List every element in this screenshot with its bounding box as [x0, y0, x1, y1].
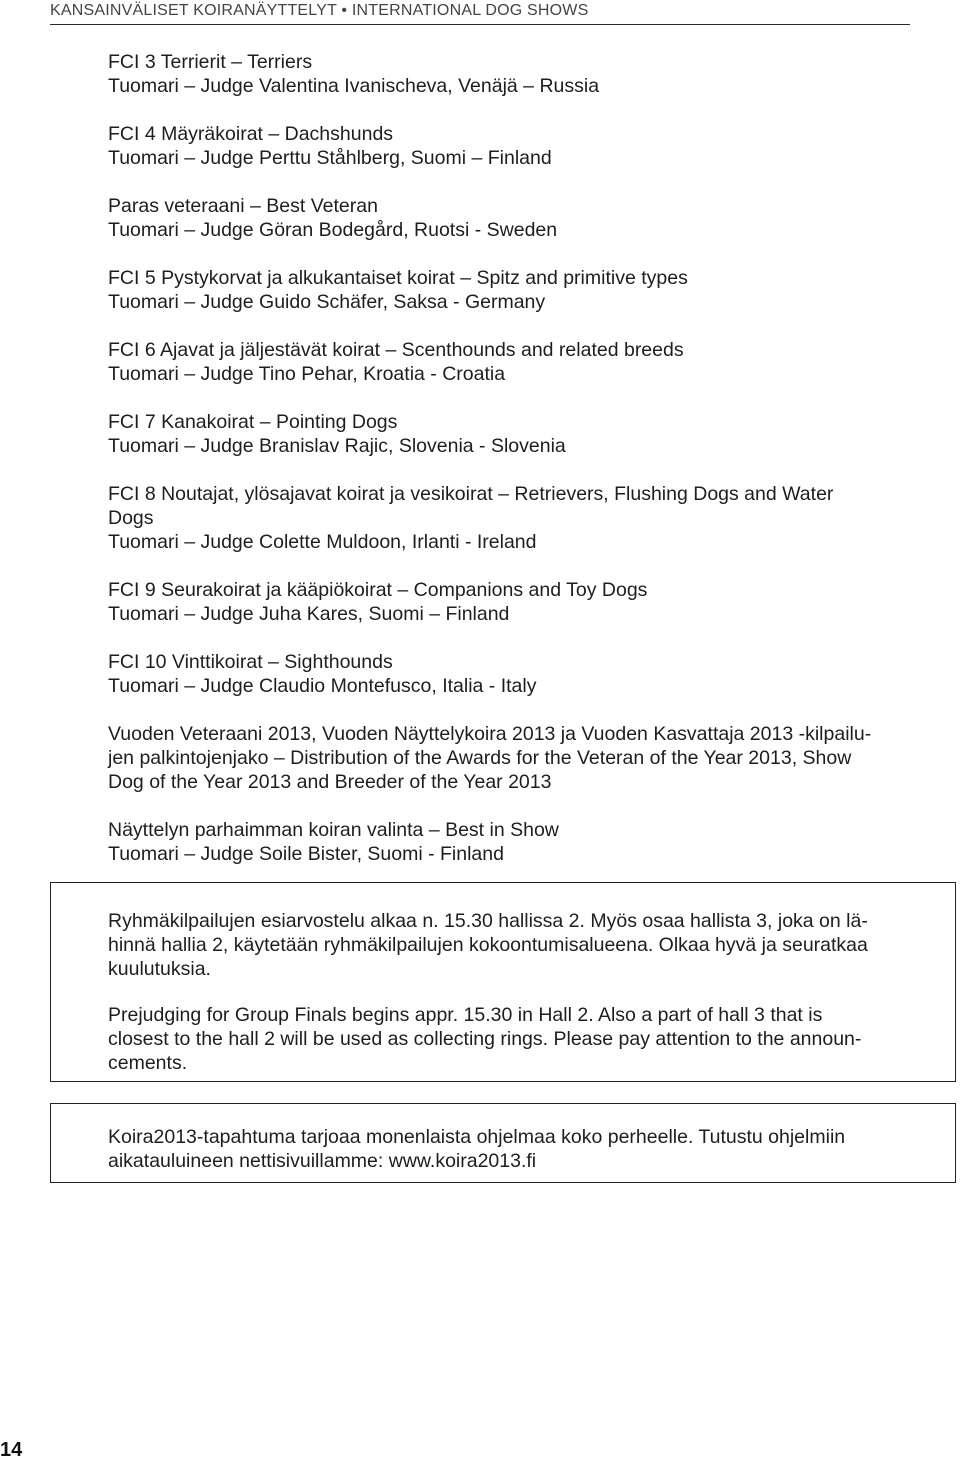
- info-line: Koira2013-tapahtuma tarjoaa monenlaista ohjelmaa koko perheelle. Tutustu ohjelmiin: [108, 1126, 846, 1148]
- group-title: FCI 4 Mäyräkoirat – Dachshunds: [108, 123, 394, 145]
- notice-english: [108, 1003, 951, 1075]
- awards-paragraph: [108, 722, 948, 794]
- group-title: Paras veteraani – Best Veteran: [108, 195, 378, 217]
- judge-line: Tuomari – Judge Branislav Rajic, Slovenia - Slovenia: [108, 435, 566, 457]
- schedule-entry-fci10: [108, 650, 948, 698]
- group-title: FCI 10 Vinttikoirat – Sighthounds: [108, 651, 393, 673]
- schedule-content: [108, 50, 948, 890]
- group-title: FCI 7 Kanakoirat – Pointing Dogs: [108, 411, 398, 433]
- judge-line: Tuomari – Judge Soile Bister, Suomi - Finland: [108, 843, 504, 865]
- event-info-text: [108, 1125, 953, 1173]
- group-title: FCI 9 Seurakoirat ja kääpiökoirat – Companions and Toy Dogs: [108, 579, 648, 601]
- schedule-entry-fci3: [108, 50, 948, 98]
- group-title: FCI 5 Pystykorvat ja alkukantaiset koirat – Spitz and primitive types: [108, 267, 688, 289]
- event-info-box: [50, 1103, 956, 1183]
- best-in-show-entry: [108, 818, 948, 866]
- notice-line: cements.: [108, 1052, 188, 1074]
- judge-line: Tuomari – Judge Juha Kares, Suomi – Finland: [108, 603, 510, 625]
- running-header: KANSAINVÄLISET KOIRANÄYTTELYT • INTERNATIONAL DOG SHOWS: [50, 0, 910, 25]
- notice-line: closest to the hall 2 will be used as collecting rings. Please pay attention to the announ-: [108, 1028, 862, 1050]
- schedule-entry-fci9: [108, 578, 948, 626]
- group-title: FCI 6 Ajavat ja jäljestävät koirat – Scenthounds and related breeds: [108, 339, 684, 361]
- notice-line: hinnä hallia 2, käytetään ryhmäkilpailujen kokoontumisalueena. Olkaa hyvä ja seuratkaa: [108, 934, 868, 956]
- schedule-entry-fci5: [108, 266, 948, 314]
- schedule-entry-best-veteran: [108, 194, 948, 242]
- page-number: 14: [0, 1439, 23, 1461]
- awards-line: Vuoden Veteraani 2013, Vuoden Näyttelykoira 2013 ja Vuoden Kasvattaja 2013 -kilpailu-: [108, 723, 872, 745]
- best-in-show-title: Näyttelyn parhaimman koiran valinta – Best in Show: [108, 819, 559, 841]
- notice-line: Prejudging for Group Finals begins appr. 15.30 in Hall 2. Also a part of hall 3 that is: [108, 1004, 823, 1026]
- info-line: aikatauluineen nettisivuillamme: www.koira2013.fi: [108, 1150, 537, 1172]
- judge-line: Tuomari – Judge Göran Bodegård, Ruotsi - Sweden: [108, 219, 558, 241]
- schedule-entry-fci6: [108, 338, 948, 386]
- schedule-entry-fci8: [108, 482, 948, 554]
- judge-line: Tuomari – Judge Perttu Ståhlberg, Suomi – Finland: [108, 147, 552, 169]
- prejudging-notice-box: [50, 882, 956, 1082]
- judge-line: Tuomari – Judge Guido Schäfer, Saksa - Germany: [108, 291, 546, 313]
- judge-line: Tuomari – Judge Colette Muldoon, Irlanti - Ireland: [108, 531, 537, 553]
- notice-line: kuulutuksia.: [108, 958, 211, 980]
- judge-line: Tuomari – Judge Valentina Ivanischeva, Venäjä – Russia: [108, 75, 600, 97]
- notice-finnish: [108, 909, 953, 981]
- schedule-entry-fci7: [108, 410, 948, 458]
- schedule-entry-fci4: [108, 122, 948, 170]
- awards-line: jen palkintojenjako – Distribution of the Awards for the Veteran of the Year 2013, Show: [108, 747, 852, 769]
- judge-line: Tuomari – Judge Tino Pehar, Kroatia - Croatia: [108, 363, 506, 385]
- awards-line: Dog of the Year 2013 and Breeder of the Year 2013: [108, 771, 552, 793]
- group-title-continued: Dogs: [108, 507, 154, 529]
- notice-line: Ryhmäkilpailujen esiarvostelu alkaa n. 15.30 hallissa 2. Myös osaa hallista 3, joka on lä-: [108, 910, 868, 932]
- group-title: FCI 3 Terrierit – Terriers: [108, 51, 313, 73]
- group-title: FCI 8 Noutajat, ylösajavat koirat ja vesikoirat – Retrievers, Flushing Dogs and Water: [108, 483, 834, 505]
- judge-line: Tuomari – Judge Claudio Montefusco, Italia - Italy: [108, 675, 537, 697]
